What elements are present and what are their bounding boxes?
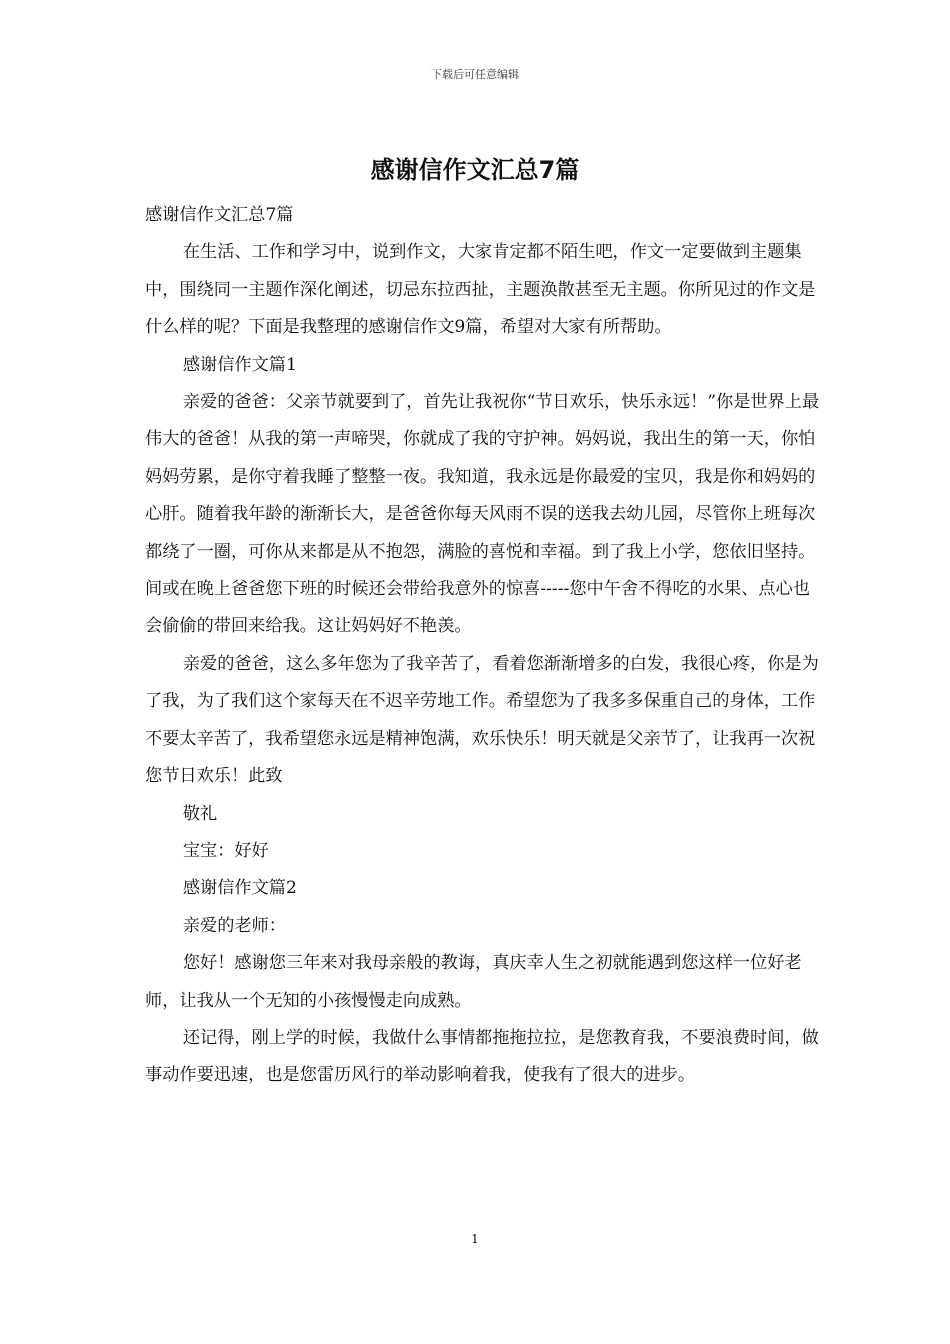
paragraph: 您好！感谢您三年来对我母亲般的教诲，真庆幸人生之初就能遇到您这样一位好老师，让我从一个无知的小孩慢慢走向成熟。 xyxy=(145,953,802,1011)
paragraph: 亲爱的爸爸：父亲节就要到了，首先让我祝你“节日欢乐，快乐永远！”你是世界上最伟大的爸爸！从我的第一声啼哭，你就成了我的守护神。妈妈说，我出生的第一天，你怕妈妈劳累，是你守着我睡了整整一夜。我知道，我永远是你最爱的宝贝，我是你和妈妈的心肝。随着我年龄的渐渐长大，是爸爸你每天风雨不误的送我去幼儿园，尽管你上班每次都绕了一圈，可你从来都是从不抱怨，满脸的喜悦和幸福。到了我上小学，您依旧坚持。间或在晚上爸爸您下班的时候还会带给我意外的惊喜-----您中午舍不得吃的水果、点心也会偷偷的带回来给我。这让妈妈好不艳羡。 xyxy=(145,392,820,637)
paragraph: 敬礼 xyxy=(182,803,218,824)
header-note: 下载后可任意编辑 xyxy=(431,68,519,81)
paragraph: 亲爱的老师： xyxy=(182,915,286,936)
page-number: 1 xyxy=(471,1232,479,1246)
document-title: 感谢信作文汇总7篇 xyxy=(370,156,580,184)
document-body xyxy=(145,197,820,1095)
paragraph: 亲爱的爸爸，这么多年您为了我辛苦了，看着您渐渐增多的白发，我很心疼，你是为了我，为了我们这个家每天在不迟辛劳地工作。希望您为了我多多保重自己的身体，工作不要太辛苦了，我希望您永远是精神饱满，欢乐快乐！明天就是父亲节了，让我再一次祝您节日欢乐！此致 xyxy=(145,653,819,787)
paragraph: 在生活、工作和学习中，说到作文，大家肯定都不陌生吧，作文一定要做到主题集中，围绕同一主题作深化阐述，切忌东拉西扯，主题涣散甚至无主题。你所见过的作文是什么样的呢？下面是我整理的感谢信作文9篇，希望对大家有所帮助。 xyxy=(145,242,816,338)
section-heading: 感谢信作文篇1 xyxy=(182,354,297,375)
section-heading: 感谢信作文篇2 xyxy=(182,878,297,899)
paragraph: 感谢信作文汇总7篇 xyxy=(145,205,294,225)
paragraph: 还记得，刚上学的时候，我做什么事情都拖拖拉拉，是您教育我，不要浪费时间，做事动作要迅速，也是您雷历风行的举动影响着我，使我有了很大的进步。 xyxy=(145,1027,819,1086)
paragraph: 宝宝：好好 xyxy=(182,840,269,861)
